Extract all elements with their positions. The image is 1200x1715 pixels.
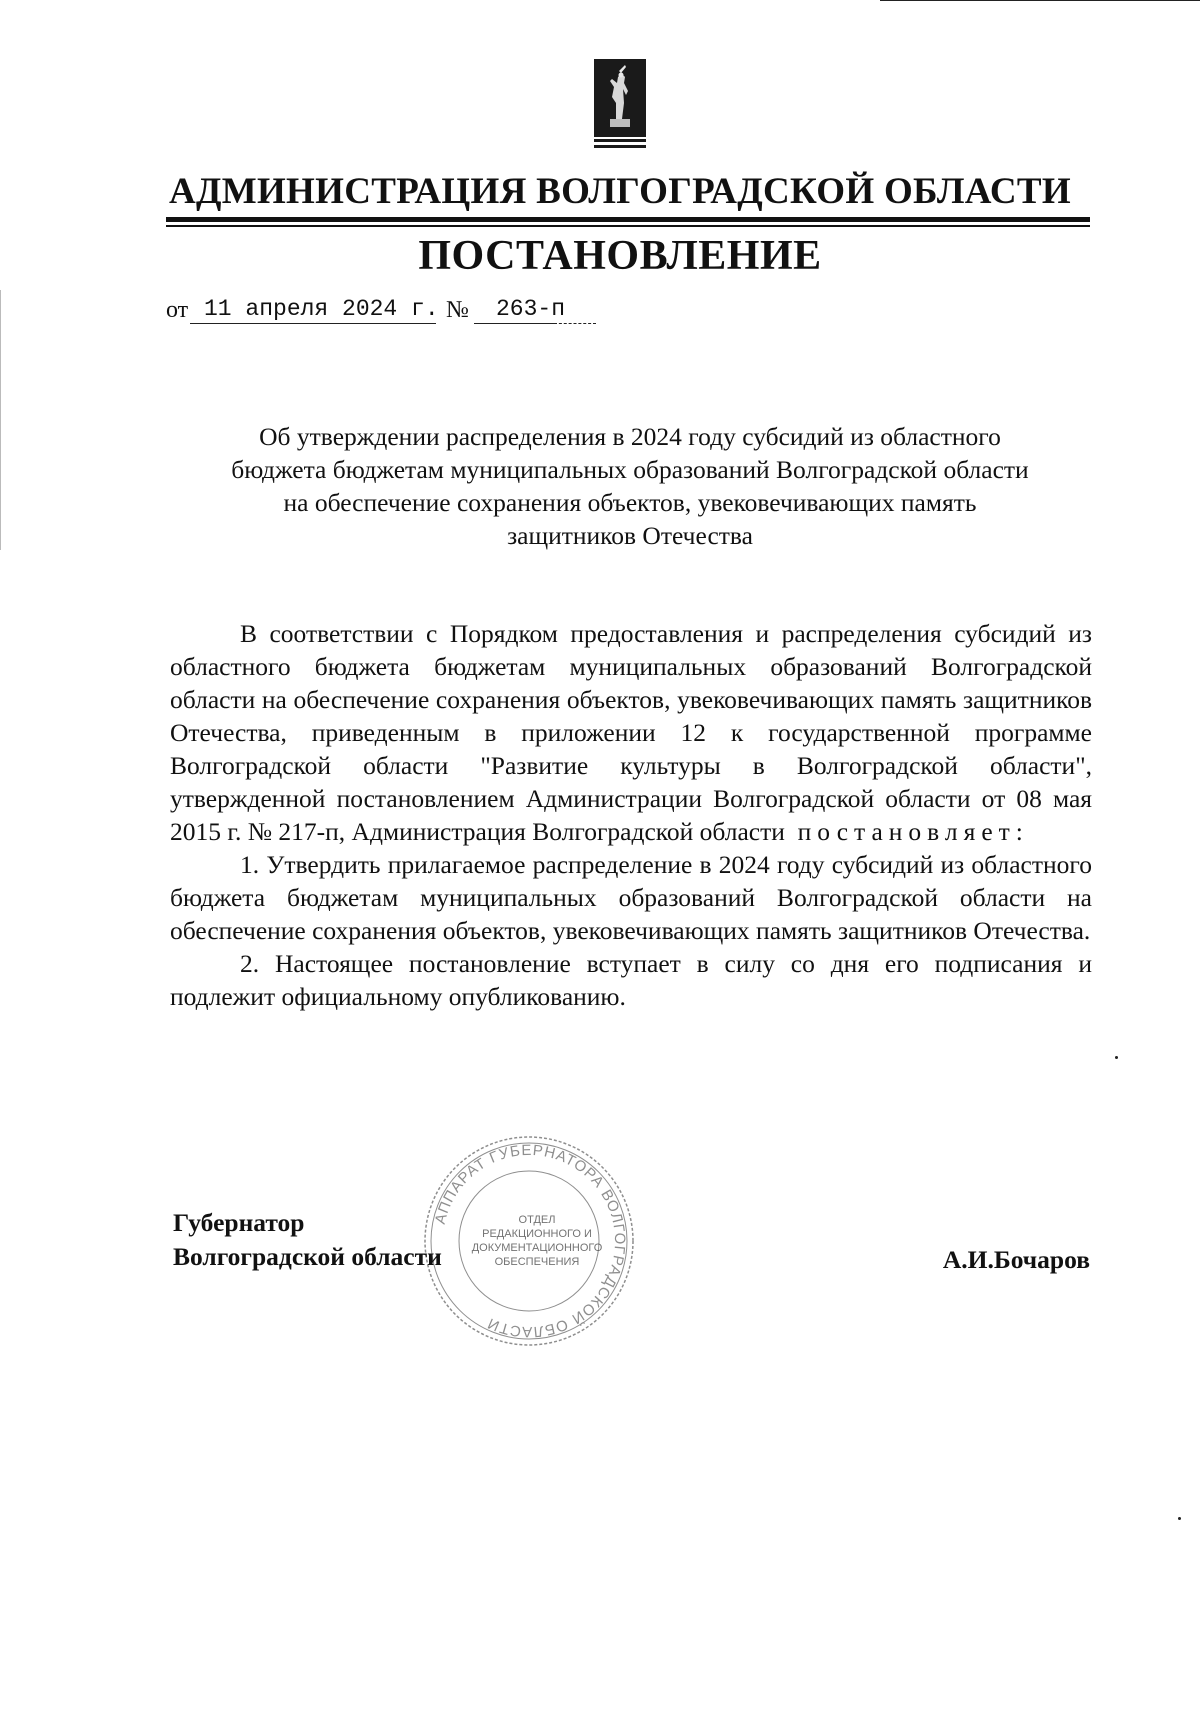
signatory-role-line: Губернатор (173, 1208, 305, 1237)
document-subject (166, 420, 1094, 552)
signatory-name: А.И.Бочаров (942, 1245, 1090, 1274)
stamp-inner-line: ОБЕСПЕЧЕНИЯ (494, 1256, 580, 1268)
date-value: 11 апреля 2024 г. (204, 296, 439, 322)
stamp-inner-line: РЕДАКЦИОННОГО И (482, 1228, 592, 1240)
item-1-paragraph: 1. Утвердить прилагаемое распределение в 2024 году субсидий из областного бюджета бюджетам муниципальных образований Волгоградской области на обеспечение сохранения объектов, увековечивающих память защитников Отечества. (170, 850, 1092, 945)
number-underline (474, 323, 554, 324)
number-underline-dashed (554, 323, 596, 324)
stamp-inner-line: ДОКУМЕНТАЦИОННОГО (471, 1242, 603, 1254)
scan-artifact (880, 0, 1200, 1)
item-2-paragraph: 2. Настоящее постановление вступает в силу со дня его подписания и подлежит официальному опубликованию. (170, 949, 1092, 1011)
preamble-text: В соответствии с Порядком предоставления и распределения субсидий из областного бюджета бюджетам муниципальных образований Волгоградской области на обеспечение сохранения объектов, увековечивающих память защитников Отечества, приведенным в приложении 12 к государственной программе Волгоградской области "Развитие культуры в Волгоградской области", утвержденной постановлением Администрации Волгоградской области от 08 мая 2015 г. № 217-п, Администрация Волгоградской области (170, 619, 1092, 846)
signatory-role (173, 1206, 442, 1274)
scan-artifact (1115, 1056, 1118, 1059)
header-rule-thin (166, 225, 1090, 227)
date-label: от (166, 297, 189, 323)
organization-title: АДМИНИСТРАЦИЯ ВОЛГОГРАДСКОЙ ОБЛАСТИ (168, 171, 1071, 212)
subject-line: бюджета бюджетам муниципальных образований Волгоградской области (231, 455, 1029, 484)
resolves-word: постановляет: (797, 817, 1029, 846)
scan-artifact (0, 290, 1, 550)
document-body (170, 617, 1092, 1013)
document-type: ПОСТАНОВЛЕНИЕ (418, 233, 822, 279)
scan-artifact (1178, 1517, 1181, 1520)
date-number-line (166, 290, 636, 330)
subject-line: Об утверждении распределения в 2024 году субсидий из областного (259, 422, 1001, 451)
signatory-role-line: Волгоградской области (173, 1242, 442, 1271)
preamble-paragraph (170, 617, 1092, 848)
stamp-outer-text: АППАРАТ ГУБЕРНАТОРА ВОЛГОГРАДСКОЙ ОБЛАСТИ (431, 1141, 629, 1341)
stamp-inner-line: ОТДЕЛ (518, 1214, 556, 1226)
number-label: № (446, 297, 469, 323)
number-value: 263-п (496, 296, 566, 322)
header-rule-thick (166, 217, 1090, 222)
coat-of-arms-emblem (592, 57, 648, 153)
subject-line: защитников Отечества (507, 521, 753, 550)
stamp-inner-text (462, 1213, 612, 1269)
date-underline (190, 323, 436, 324)
subject-line: на обеспечение сохранения объектов, увековечивающих память (283, 488, 977, 517)
